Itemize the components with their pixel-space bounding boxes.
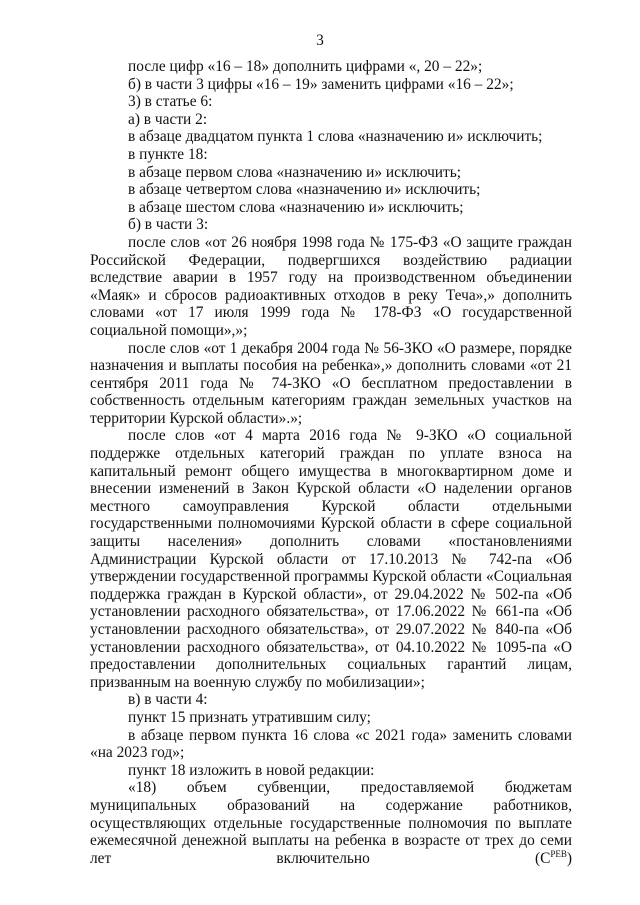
text-line: в абзаце первом слова «назначению и» исключить;: [128, 163, 462, 181]
superscript-index: РЕВ: [550, 848, 567, 859]
text-line: пункт 15 признать утратившим силу;: [128, 708, 371, 726]
text-line: б) в части 3 цифры «16 – 19» заменить цифрами «16 – 22»;: [128, 75, 514, 93]
text-line: а) в части 2:: [128, 110, 208, 128]
paragraph: после слов «от 26 ноября 1998 года № 175-ФЗ «О защите граждан Российской Федерации, подвергшихся воздействию радиации вследствие аварии в 1957 году на производственном объединении «Маяк» и сбросов радиоактивных отходов в реку Теча»,» дополнить словами «от 17 июля 1999 года № 178-ФЗ «О государственной социальной помощи»,»;: [90, 233, 572, 339]
text-line: в абзаце шестом слова «назначению и» исключить;: [128, 198, 464, 216]
page-number: 3: [316, 32, 324, 49]
text-line: б) в части 3:: [128, 216, 209, 234]
text-line: в) в части 4:: [128, 691, 208, 709]
text-line: 3) в статье 6:: [128, 93, 213, 111]
text-line: после цифр «16 – 18» дополнить цифрами «, 20 – 22»;: [128, 58, 483, 75]
text-line: в абзаце четвертом слова «назначению и» исключить;: [128, 181, 481, 199]
document-body: [90, 58, 572, 867]
paragraph: в абзаце первом пункта 16 слова «с 2021 года» заменить словами «на 2023 год»;: [90, 726, 572, 762]
text-line: в абзаце двадцатом пункта 1 слова «назначению и» исключить;: [128, 128, 543, 146]
text-line: пункт 18 изложить в новой редакции:: [128, 761, 375, 779]
paragraph: после слов «от 4 марта 2016 года № 9-ЗКО «О социальной поддержке отдельных категорий граждан по уплате взноса на капитальный ремонт общего имущества в многоквартирном доме и внесении изменений в Закон Курской области «О наделении органов местного самоуправления Курской области отдельными государственными полномочиями Курской области в сфере социальной защиты населения» дополнить словами «постановлениями Администрации Курской области от 17.10.2013 № 742-па «Об утверждении государственной программы Курской области «Социальная поддержка граждан в Курской области», от 29.04.2022 № 502-па «Об установлении расходного обязательства», от 17.06.2022 № 661-па «Об установлении расходного обязательства», от 29.07.2022 № 840-па «Об установлении расходного обязательства», от 04.10.2022 № 1095-па «О предоставлении дополнительных социальных гарантий лицам, призванным на военную службу по мобилизации»;: [90, 427, 572, 691]
paragraph-end: ): [566, 849, 572, 867]
paragraph: [90, 779, 572, 867]
paragraph-text: «18) объем субвенции, предоставляемой бюджетам муниципальных образований на содержание работников, осуществляющих отдельные государственные полномочия по выплате ежемесячной денежной выплаты на ребенка в возрасте от трех до семи лет включительно (С: [90, 779, 572, 867]
paragraph: после слов «от 1 декабря 2004 года № 56-ЗКО «О размере, порядке назначения и выплаты пособия на ребенка»,» дополнить словами «от 21 сентября 2011 года № 74-ЗКО «О бесплатном предоставлении в собственность отдельным категориям граждан земельных участков на территории Курской области».»;: [90, 339, 572, 427]
text-line: в пункте 18:: [128, 145, 208, 163]
